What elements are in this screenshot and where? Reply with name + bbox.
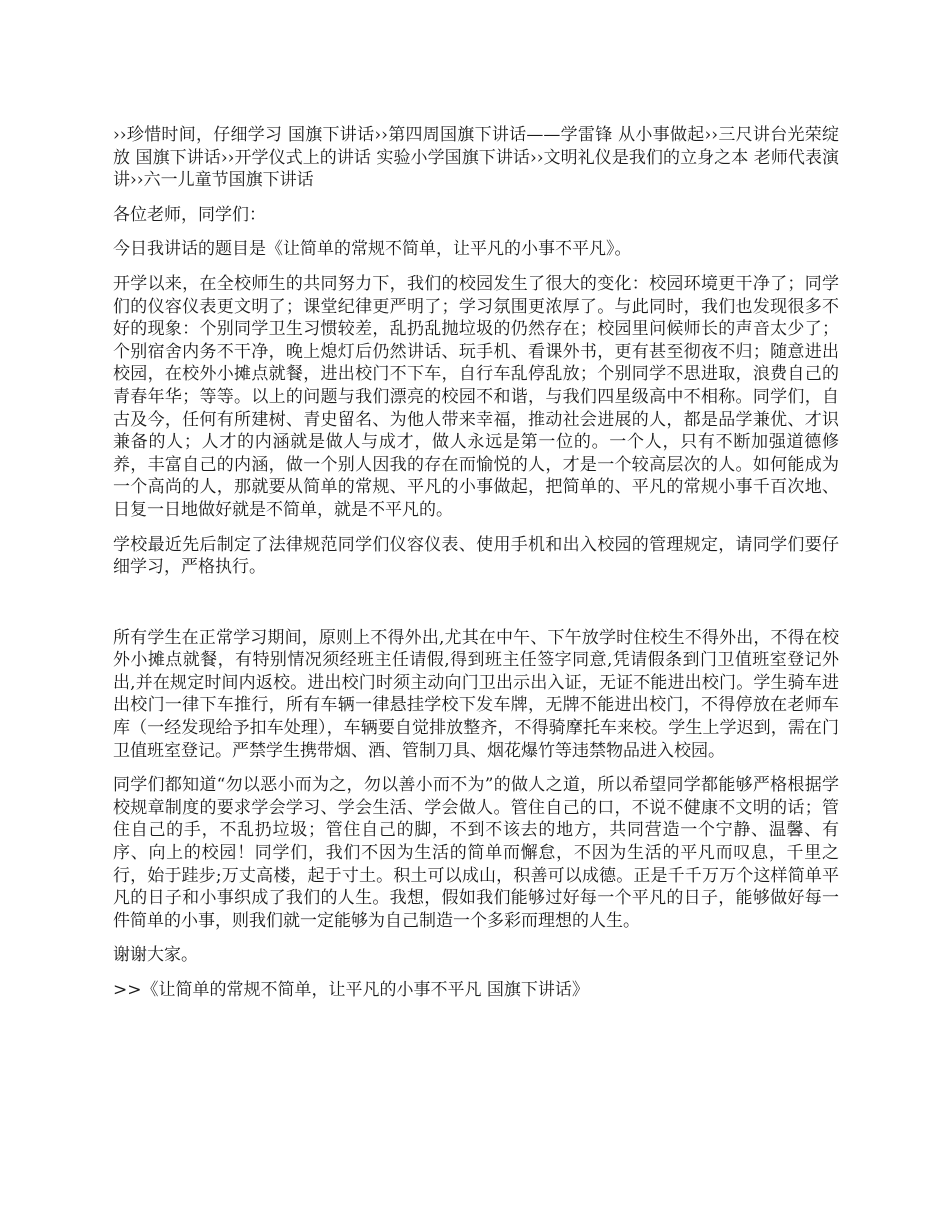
nav-separator: ›› (130, 170, 144, 191)
related-link-2[interactable]: 第四周国旗下讲话——学雷锋 从小事做起 (387, 125, 705, 145)
related-link-4[interactable]: 开学仪式上的讲话 实验小学国旗下讲话 (234, 147, 530, 168)
closing-line: 谢谢大家。 (113, 945, 198, 966)
related-link-1[interactable]: 珍惜时间，仔细学习 国旗下讲话 (126, 125, 375, 145)
footer-article-link[interactable]: >>《让简单的常规不简单，让平凡的小事不平凡 国旗下讲话》 (113, 980, 589, 1000)
related-link-5[interactable]: 文明礼仪是我们的立身之本 老师代表演讲 (113, 147, 839, 191)
nav-separator: ›› (220, 147, 235, 168)
nav-separator: ›› (529, 147, 544, 168)
body-paragraph-1: 开学以来，在全校师生的共同努力下，我们的校园发生了很大的变化：校园环境更干净了；同学们的仪容仪表更文明了；课堂纪律更严明了；学习氛围更浓厚了。与此同时，我们也发现很多不好的现象：个别同学卫生习惯较差，乱扔乱抛垃圾的仍然存在；校园里问候师长的声音太少了；个别宿舍内务不干净，晚上熄灯后仍然讲话、玩手机、看课外书，更有甚至彻夜不归；随意进出校园，在校外小摊点就餐，进出校门不下车，自行车乱停乱放；个别同学不思进取，浪费自己的青春年华；等等。以上的问题与我们漂亮的校园不和谐，与我们四星级高中不相称。同学们，自古及今，任何有所建树、青史留名、为他人带来幸福，推动社会进展的人，都是品学兼优、才识兼备的人；人才的内涵就是做人与成才，做人永远是第一位的。一个人，只有不断加强道德修养，丰富自己的内涵，做一个别人因我的存在而愉悦的人，才是一个较高层次的人。如何能成为一个高尚的人，那就要从简单的常规、平凡的小事做起，把简单的、平凡的常规小事千百次地、日复一日地做好就是不简单，就是不平凡的。 (113, 273, 839, 520)
body-paragraph-3: 所有学生在正常学习期间，原则上不得外出,尤其在中午、下午放学时住校生不得外出，不得在校外小摊点就餐，有特别情况须经班主任请假,得到班主任签字同意,凭请假条到门卫值班室登记外出,并在规定时间内返校。进出校门时须主动向门卫出示出入证，无证不能进出校门。学生骑车进出校门一律下车推行，所有车辆一律悬挂学校下发车牌，无牌不能进出校门，不得停放在老师车库（一经发现给予扣车处理），车辆要自觉排放整齐，不得骑摩托车来校。学生上学迟到，需在门卫值班室登记。严禁学生携带烟、酒、管制刀具、烟花爆竹等违禁物品进入校园。 (113, 627, 839, 761)
greeting: 各位老师，同学们： (113, 204, 266, 225)
nav-separator: ›› (113, 125, 127, 145)
related-link-3[interactable]: 三尺讲台光荣绽放 国旗下讲话 (113, 125, 840, 168)
nav-separator: ›› (704, 125, 719, 145)
body-paragraph-4: 同学们都知道“勿以恶小而为之，勿以善小而不为”的做人之道，所以希望同学都能够严格根据学校规章制度的要求学会学习、学会生活、学会做人。管住自己的口，不说不健康不文明的话；管住自己的手，不乱扔垃圾；管住自己的脚，不到不该去的地方，共同营造一个宁静、温馨、有序、向上的校园！同学们，我们不因为生活的简单而懈怠，不因为生活的平凡而叹息，千里之行，始于跬步;万丈高楼，起于寸土。积土可以成山，积善可以成德。正是千千万万个这样简单平凡的日子和小事织成了我们的人生。我想，假如我们能够过好每一个平凡的日子，能够做好每一件简单的小事，则我们就一定能够为自己制造一个多彩而理想的人生。 (113, 775, 839, 931)
speech-topic: 今日我讲话的题目是《让简单的常规不简单，让平凡的小事不平凡》。 (113, 239, 632, 260)
related-links-nav (113, 124, 839, 192)
nav-separator: ›› (374, 125, 388, 145)
document-page (113, 124, 839, 1014)
related-link-6[interactable]: 六一儿童节国旗下讲话 (143, 170, 314, 191)
body-paragraph-2: 学校最近先后制定了法律规范同学们仪容仪表、使用手机和出入校园的管理规定，请同学们要仔细学习，严格执行。 (113, 534, 839, 578)
